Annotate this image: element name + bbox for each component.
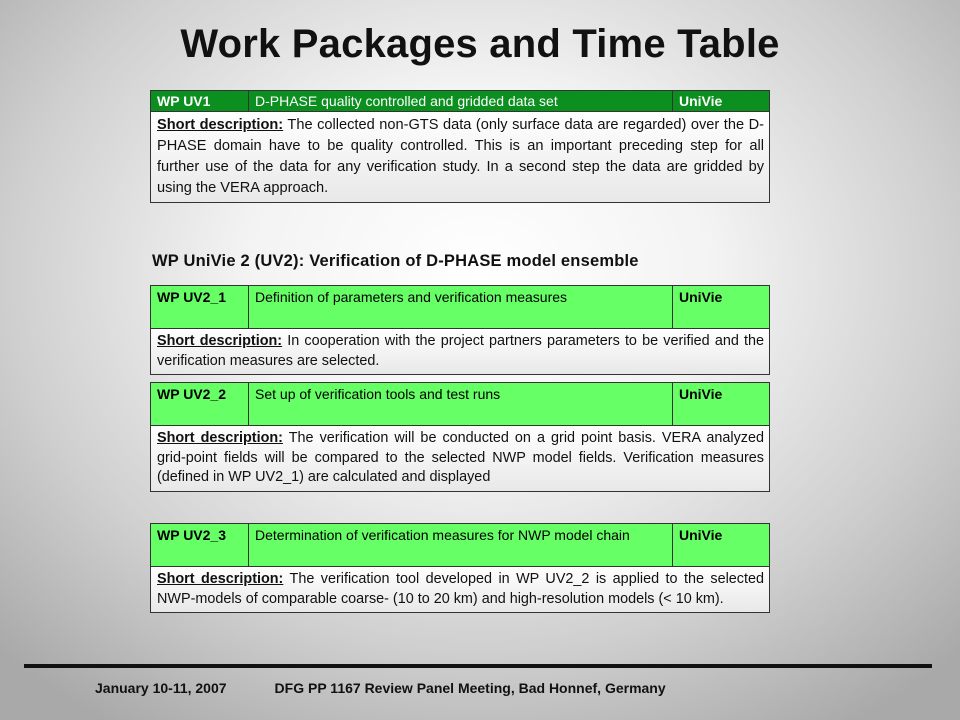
wp-uv2-3-description xyxy=(151,567,769,612)
wp-uv2-2-description xyxy=(151,426,769,491)
wp-uv2-2-desc-text: The verification will be conducted on a grid point basis. VERA analyzed grid-point fields will be compared to the selected NWP model fields. Verification measures (defined in WP UV2_1) are calculated and displayed xyxy=(157,430,764,485)
wp-uv1-id: WP UV1 xyxy=(151,91,249,111)
wp-uv2-2-header-row xyxy=(151,383,769,426)
wp-uv2-1-id: WP UV2_1 xyxy=(151,286,249,328)
wp-uv1-desc-text: The collected non-GTS data (only surface data are regarded) over the D-PHASE domain have to be quality controlled. This is an important preceding step for all further use of the data for any verification study. In a second step the data are gridded by using the VERA approach. xyxy=(157,117,764,196)
wp-uv2-1-description xyxy=(151,329,769,374)
wp-uv2-3-partner: UniVie xyxy=(679,527,723,543)
wp-uv2-2-id: WP UV2_2 xyxy=(151,383,249,425)
wp-uv1-name: D-PHASE quality controlled and gridded data set xyxy=(249,91,673,111)
wp-uv2-3-id: WP UV2_3 xyxy=(151,524,249,566)
wp-uv2-3-desc-label: Short description: xyxy=(157,571,284,587)
uv2-subheading: WP UniVie 2 (UV2): Verification of D-PHASE model ensemble xyxy=(152,252,639,270)
wp-uv2-1-header-row xyxy=(151,286,769,329)
wp-uv1-table xyxy=(150,90,770,203)
footer-date: January 10-11, 2007 xyxy=(95,680,227,696)
wp-uv2-2-name: Set up of verification tools and test runs xyxy=(249,383,673,425)
wp-uv1-description xyxy=(151,112,769,202)
wp-uv2-1-desc-text: In cooperation with the project partners parameters to be verified and the verification measures are selected. xyxy=(157,333,764,369)
wp-uv2-2-partner: UniVie xyxy=(679,386,723,402)
footer-divider xyxy=(24,664,932,668)
wp-uv2-1-desc-label: Short description: xyxy=(157,333,283,349)
wp-uv2-1-partner: UniVie xyxy=(679,289,723,305)
slide-title: Work Packages and Time Table xyxy=(180,22,780,66)
wp-uv1-header-row xyxy=(151,91,769,112)
footer-venue: DFG PP 1167 Review Panel Meeting, Bad Honnef, Germany xyxy=(274,680,666,696)
wp-uv2-2-desc-label: Short description: xyxy=(157,430,283,446)
wp-uv2-3-name: Determination of verification measures for NWP model chain xyxy=(249,524,673,566)
wp-uv2-1-name: Definition of parameters and verification measures xyxy=(249,286,673,328)
wp-uv2-3-desc-text: The verification tool developed in WP UV2_2 is applied to the selected NWP-models of comparable coarse- (10 to 20 km) and high-resolution models (< 10 km). xyxy=(157,571,764,607)
wp-uv2-3-table xyxy=(150,523,770,613)
wp-uv1-desc-label: Short description: xyxy=(157,117,284,133)
wp-uv2-3-header-row xyxy=(151,524,769,567)
wp-uv2-2-table xyxy=(150,382,770,492)
wp-uv2-1-table xyxy=(150,285,770,375)
footer xyxy=(95,680,666,696)
wp-uv1-partner: UniVie xyxy=(673,91,769,111)
